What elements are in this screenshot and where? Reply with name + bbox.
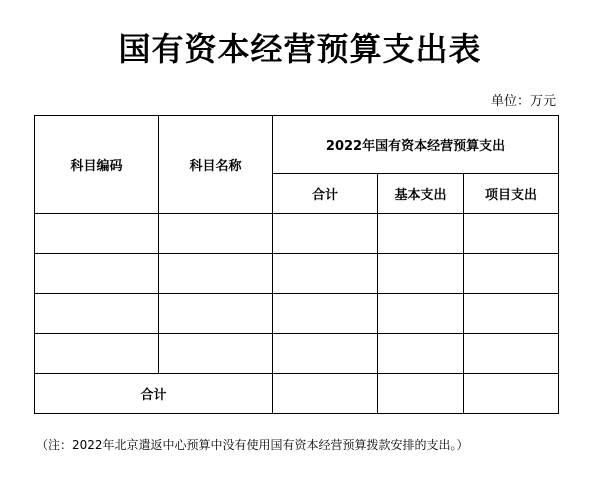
cell-project [464,294,559,334]
cell-total [273,294,378,334]
table-row [35,334,559,374]
cell-subject-name [159,334,273,374]
table-row [35,294,559,334]
page-title: 国有资本经营预算支出表 [118,30,482,68]
total-value-total [273,374,378,414]
cell-subject-code [35,334,159,374]
cell-basic [378,294,464,334]
cell-subject-name [159,294,273,334]
total-value-basic [378,374,464,414]
cell-subject-name [159,254,273,294]
unit-label: 单位：万元 [490,94,556,109]
header-subject-code: 科目编码 [35,116,159,214]
cell-subject-code [35,254,159,294]
cell-basic [378,334,464,374]
header-project-expenditure: 项目支出 [464,174,559,214]
cell-project [464,254,559,294]
footnote: （注：2022年北京遣返中心预算中没有使用国有资本经营预算拨款安排的支出。） [36,438,469,452]
total-value-project [464,374,559,414]
cell-subject-name [159,214,273,254]
total-label: 合计 [35,374,273,414]
budget-table [34,115,559,414]
cell-total [273,334,378,374]
header-subject-name: 科目名称 [159,116,273,214]
cell-project [464,214,559,254]
header-expenditure-group: 2022年国有资本经营预算支出 [273,116,559,174]
header-total: 合计 [273,174,378,214]
table-row [35,214,559,254]
total-row [35,374,559,414]
table-row [35,254,559,294]
cell-basic [378,254,464,294]
cell-project [464,334,559,374]
cell-total [273,214,378,254]
cell-total [273,254,378,294]
cell-subject-code [35,294,159,334]
cell-subject-code [35,214,159,254]
header-basic-expenditure: 基本支出 [378,174,464,214]
cell-basic [378,214,464,254]
